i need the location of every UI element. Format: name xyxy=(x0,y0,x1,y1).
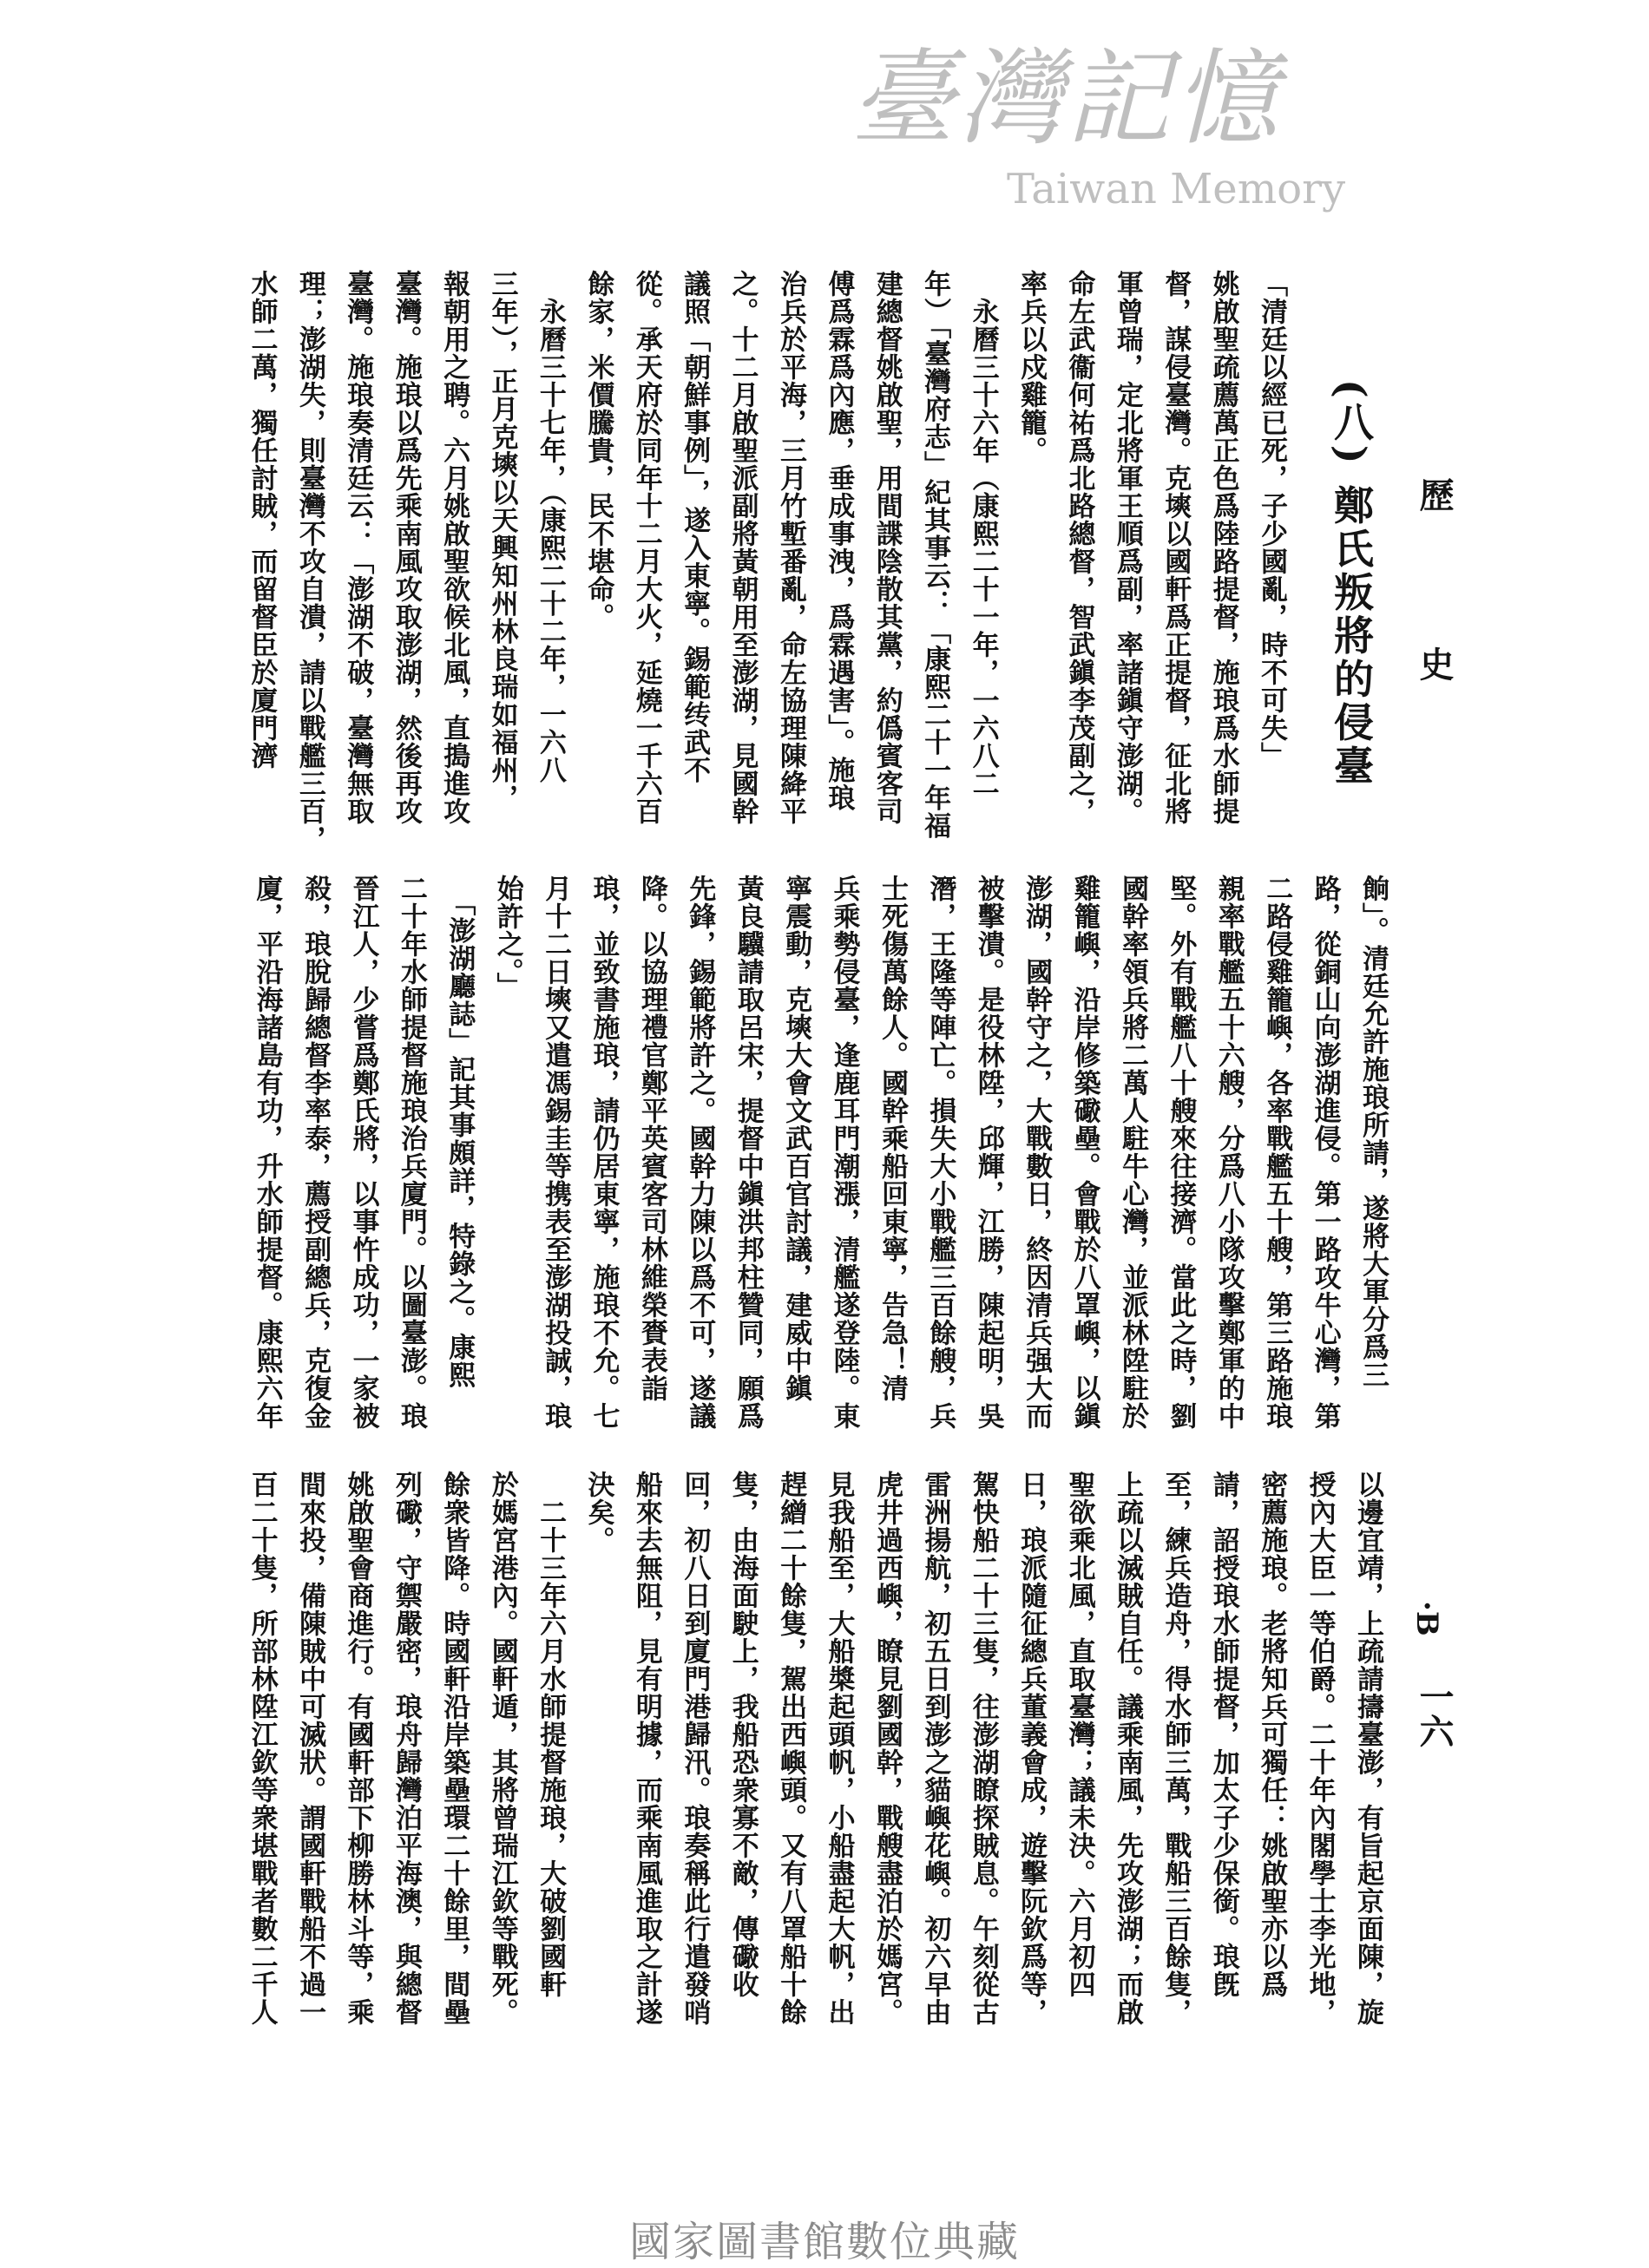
section-label: ·B xyxy=(1409,1601,1444,1636)
text-column: 「清廷以經已死，子少國亂，時不可失」 xyxy=(1256,270,1287,770)
text-column: 路，從銅山向澎湖進侵。第一路攻牛心灣，第 xyxy=(1309,875,1341,1430)
running-header-title-2: 史 xyxy=(1414,646,1455,681)
text-column: 琅，並致書施琅，請仍居東寧，施琅不允。七 xyxy=(588,875,620,1430)
text-column: 先鋒，錫範將許之。國幹力陳以爲不可，遂議 xyxy=(684,875,716,1430)
text-column: 親率戰艦五十六艘，分爲八小隊攻擊鄭軍的中 xyxy=(1212,875,1245,1430)
text-column: 始許之。」 xyxy=(491,875,523,1000)
text-column: 永曆三十六年（康熙二十一年，一六八二 xyxy=(967,270,999,797)
text-column: 上疏以滅賊自任。議乘南風，先攻澎湖；而啟 xyxy=(1111,1471,1143,2026)
text-column: 督，謀侵臺灣。克塽以國軒爲正提督，征北將 xyxy=(1160,270,1192,825)
text-column: 隻，由海面駛上，我船恐衆寡不敵，傳礮收 xyxy=(726,1471,759,1998)
text-column: 議照「朝鮮事例」，遂入東寧。錫範䌸武不 xyxy=(679,270,711,784)
text-column: 百二十隻，所部林陞江欽等衆堪戰者數二千人 xyxy=(246,1471,278,2026)
text-column: 降。以協理禮官鄭平英賓客司林維榮賚表詣 xyxy=(635,875,667,1402)
text-column: 被擊潰。是役林陞，邱輝，江勝，陳起明，吳 xyxy=(972,875,1004,1430)
text-column: 決矣。 xyxy=(582,1471,614,1554)
text-column: 士死傷萬餘人。國幹乘船回東寧，告急！清 xyxy=(876,875,908,1402)
text-column: 聖欲乘北風，直取臺灣；議未決。六月初四 xyxy=(1063,1471,1095,1998)
text-column: 黃良驥請取呂宋，提督中鎭洪邦柱贊同，願爲 xyxy=(732,875,764,1430)
text-column: 三年），正月克塽以天興知州林良瑞如福州， xyxy=(486,270,518,812)
text-column: 至，練兵造舟，得水師三萬，戰船三百餘隻， xyxy=(1160,1471,1192,2026)
footer-archive-label: 國家圖書館數位典藏 xyxy=(628,2218,1020,2266)
section-heading: (八) 鄭氏叛將的侵臺 xyxy=(1328,379,1375,789)
text-column: 船來去無阻，見有明據，而乘南風進取之計遂 xyxy=(630,1471,662,2026)
page-number: 一六 xyxy=(1414,1679,1455,1748)
text-column: 姚啟聖會商進行。有國軒部下柳勝林斗等，乘 xyxy=(342,1471,374,2026)
text-tier-bottom xyxy=(237,1471,1391,2061)
text-column: 臺灣。施琅以爲先乘南風攻取澎湖，然後再攻 xyxy=(390,270,422,825)
text-column: 雞籠嶼，沿岸修築礮壘。會戰於八罩嶼，以鎭 xyxy=(1068,875,1100,1430)
text-column: 駕快船二十三隻，往澎湖瞭探賊息。午刻從古 xyxy=(967,1471,999,2026)
text-column: 治兵於平海，三月竹塹番亂，命左協理陳絳平 xyxy=(774,270,806,825)
text-column: 建總督姚啟聖，用間諜陰散其黨，約僞賓客司 xyxy=(870,270,903,825)
text-column: 虎井過西嶼，瞭見劉國幹，戰艘盡泊於媽宮。 xyxy=(870,1471,903,2026)
text-column: 殺，琅脫歸總督李率泰，薦授副總兵，克復金 xyxy=(299,875,332,1430)
text-column: 理；澎湖失，則臺灣不攻自潰，請以戰艦三百， xyxy=(293,270,325,853)
text-column: 授內大臣一等伯爵。二十年內閣學士李光地， xyxy=(1304,1471,1336,2026)
text-tier-middle xyxy=(242,875,1396,1456)
text-column: 報朝用之聘。六月姚啟聖欲候北風，直搗進攻 xyxy=(438,270,470,825)
watermark-chinese: 臺灣記憶 xyxy=(851,39,1281,160)
text-column: 二十三年六月水師提督施琅，大破劉國軒 xyxy=(535,1471,567,1998)
text-column: 密薦施琅。老將知兵可獨任：姚啟聖亦以爲 xyxy=(1256,1471,1288,1998)
text-column: 趕繒二十餘隻，駕出西嶼頭。又有八罩船十餘 xyxy=(775,1471,807,2026)
text-column: 命左武衞何祐爲北路總督，智武鎭李茂副之， xyxy=(1063,270,1095,825)
text-column: 餘衆皆降。時國軒沿岸築壘環二十餘里，間壘 xyxy=(438,1471,470,2026)
text-column: 月十二日塽又遣馮錫圭等携表至澎湖投誠，琅 xyxy=(540,875,572,1430)
text-column: 寧震動，克塽大會文武百官討議，建威中鎭 xyxy=(780,875,812,1402)
text-column: 雷洲揚航，初五日到澎之貓嶼花嶼。初六早由 xyxy=(919,1471,951,2026)
text-column: 日，琅派隨征總兵董義會成，遊擊阮欽爲等， xyxy=(1015,1471,1048,2026)
text-column: 二路侵雞籠嶼，各率戰艦五十艘，第三路施琅 xyxy=(1261,875,1293,1430)
text-column: 兵乘勢侵臺，逢鹿耳門潮漲，清艦遂登陸。東 xyxy=(828,875,860,1430)
text-tier-top xyxy=(237,270,1295,851)
text-column: 晉江人，少嘗爲鄭氏將，以事忤成功，一家被 xyxy=(347,875,379,1430)
text-column: 年）「臺灣府志」紀其事云：「康熙二十一年福 xyxy=(919,270,951,840)
text-column: 回，初八日到廈門港歸汛。琅奏稱此行遣發哨 xyxy=(679,1471,711,2026)
text-column: 傅爲霖爲內應，垂成事洩，爲霖遇害」。施琅 xyxy=(823,270,855,812)
text-column: 軍曾瑞，定北將軍王順爲副，率諸鎭守澎湖。 xyxy=(1111,270,1143,825)
text-column: 二十年水師提督施琅治兵廈門。以圖臺澎。琅 xyxy=(395,875,427,1430)
text-column: 以邊宜靖，上疏請擣臺澎，有旨起京面陳，旋 xyxy=(1352,1471,1383,2026)
text-column: 水師二萬，獨任討賊，而留督臣於廈門濟 xyxy=(246,270,278,770)
text-column: 請，詔授琅水師提督，加太子少保銜。琅旣 xyxy=(1207,1471,1239,1998)
text-column: 「澎湖廳誌」記其事頗詳，特錄之。康熙 xyxy=(443,875,476,1389)
text-column: 姚啟聖疏薦萬正色爲陸路提督，施琅爲水師提 xyxy=(1207,270,1239,825)
text-column: 間來投，備陳賊中可滅狀。謂國軒戰船不過一 xyxy=(294,1471,326,2026)
text-column: 之。十二月啟聖派副將黃朝用至澎湖，見國幹 xyxy=(726,270,759,825)
text-column: 廈，平沿海諸島有功，升水師提督。康熙六年 xyxy=(251,875,283,1430)
text-column: 率兵以戍雞籠。 xyxy=(1015,270,1047,464)
running-header-title-1: 歷 xyxy=(1414,477,1455,512)
watermark-logo xyxy=(833,39,1346,217)
text-column: 澎湖，國幹守之，大戰數日，終因清兵强大而 xyxy=(1021,875,1053,1430)
text-column: 餉」。清廷允許施琅所請，遂將大軍分爲三 xyxy=(1357,875,1389,1389)
text-column: 見我船至，大船槳起頭帆，小船盡起大帆，出 xyxy=(823,1471,855,2026)
text-column: 國幹率領兵將二萬人駐牛心灣，並派林陞駐於 xyxy=(1116,875,1148,1430)
text-column: 永曆三十七年，（康熙二十二年，一六八 xyxy=(534,270,566,784)
text-column: 餘家，米價騰貴，民不堪命。 xyxy=(582,270,614,631)
text-column: 列礮，守禦嚴密，琅舟歸灣泊平海澳，與總督 xyxy=(390,1471,422,2026)
text-column: 臺灣。施琅奏清廷云：「澎湖不破，臺灣無取 xyxy=(342,270,374,825)
text-column: 於媽宮港內。國軒遁，其將曾瑞江欽等戰死。 xyxy=(486,1471,518,2026)
watermark-english: Taiwan Memory xyxy=(1007,165,1346,213)
text-column: 潛，王隆等陣亡。損失大小戰艦三百餘艘，兵 xyxy=(924,875,956,1430)
text-column: 從。承天府於同年十二月大火，延燒一千六百 xyxy=(630,270,662,825)
text-column: 堅。外有戰艦八十艘來往接濟。當此之時，劉 xyxy=(1165,875,1197,1430)
